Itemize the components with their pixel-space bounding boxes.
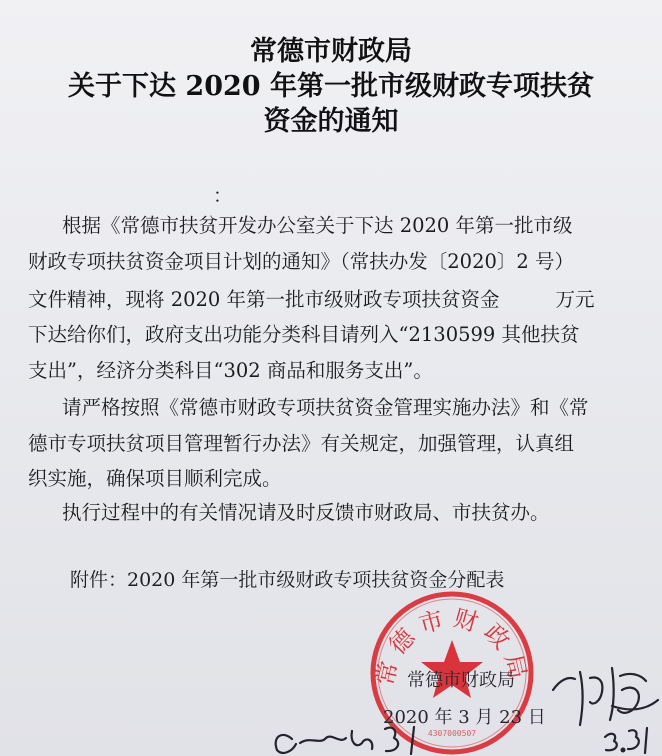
document-org-title: 常德市财政局	[250, 36, 412, 67]
signature-date: 2020 年 3 月 23 日	[383, 707, 546, 728]
body-line-6: 请严格按照《常德市财政专项扶贫资金管理实施办法》和《常	[62, 396, 589, 419]
svg-text:4307000507: 4307000507	[427, 729, 477, 738]
document-title-line-3: 资金的通知	[263, 106, 399, 137]
body-line-9: 执行过程中的有关情况请及时反馈市财政局、市扶贫办。	[62, 501, 550, 524]
salutation: ：	[212, 185, 232, 207]
body-line-8: 织实施，确保项目顺利完成。	[28, 467, 282, 490]
body-line-1: 根据《常德市扶贫开发办公室关于下达 2020 年第一批市级	[62, 214, 573, 237]
body-line-3	[28, 284, 595, 312]
body-line-5: 支出”，经济分类科目“302 商品和服务支出”。	[28, 359, 433, 382]
document-title-line-2: 关于下达 2020 年第一批市级财政专项扶贫	[68, 71, 594, 102]
body-line-7: 德市专项扶贫项目管理暂行办法》有关规定，加强管理，认真组	[28, 432, 575, 455]
amount-unit: 万元	[555, 288, 595, 311]
body-line-4: 下达给你们，政府支出功能分类科目请列入“2130599 其他扶贫	[28, 323, 580, 346]
signature-organization: 常德市财政局	[407, 670, 515, 691]
body-line-2: 财政专项扶贫资金项目计划的通知》（常扶办发〔2020〕2 号）	[28, 250, 574, 273]
seal-text: 常德市财政局	[370, 603, 534, 689]
body-line-3-text: 文件精神，现将 2020 年第一批市级财政专项扶贫资金	[28, 288, 500, 311]
attachment-note: 附件：2020 年第一批市级财政专项扶贫资金分配表	[70, 569, 505, 591]
